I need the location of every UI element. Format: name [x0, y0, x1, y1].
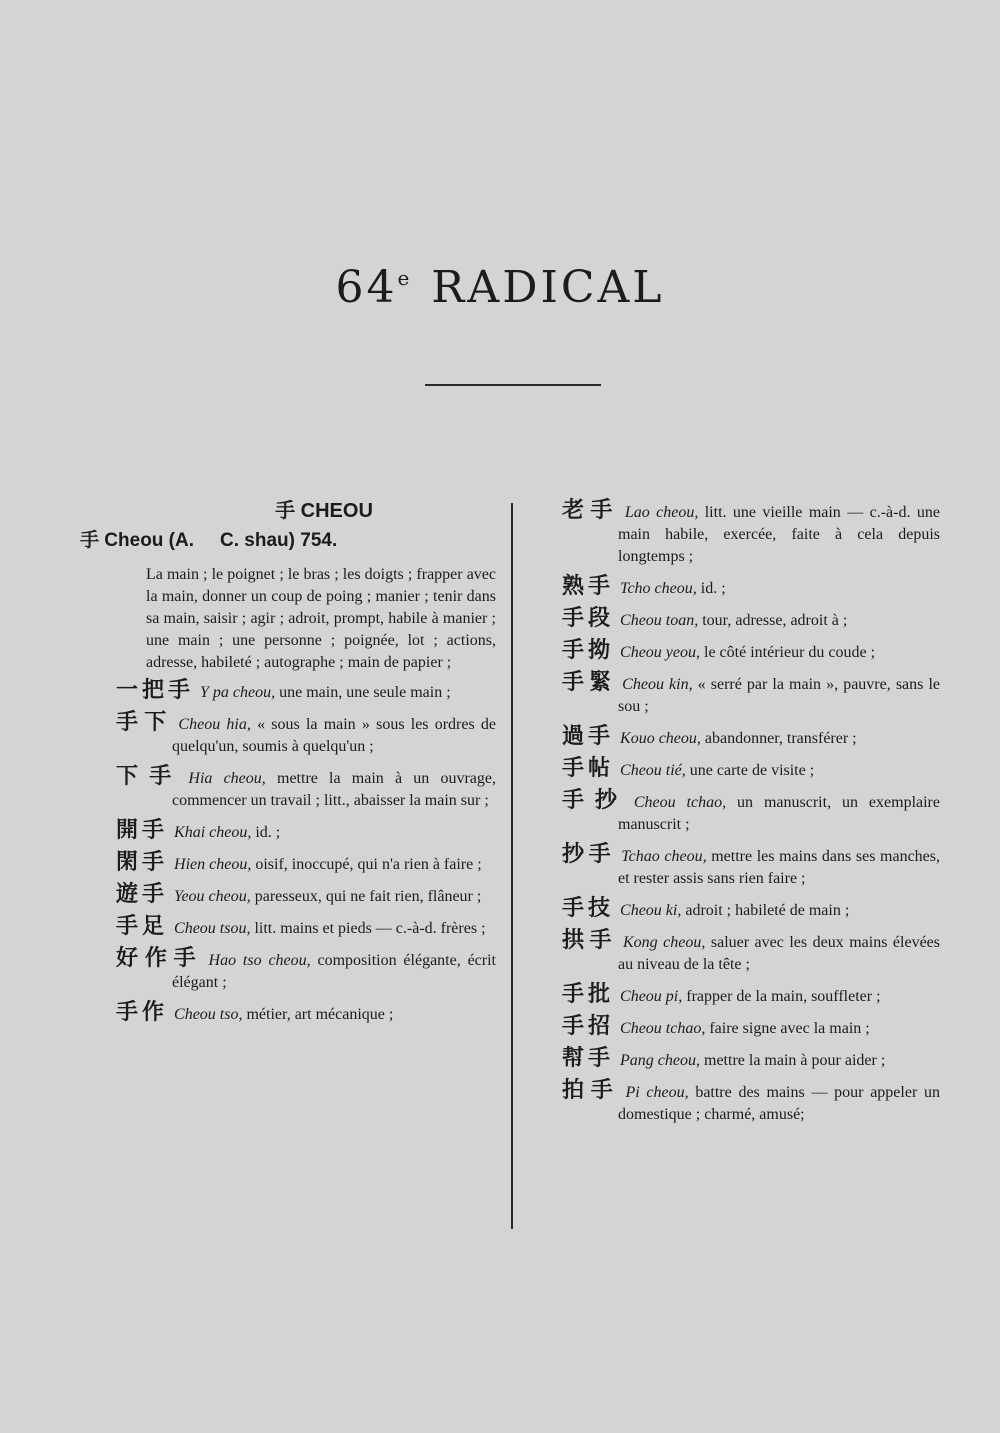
entry-romanization: Cheou yeou, [620, 644, 700, 661]
entry-romanization: Yeou cheou, [174, 888, 251, 905]
entry-characters: 拍手 [562, 1078, 620, 1103]
entry-characters: 老手 [562, 498, 619, 523]
entry-characters: 手下 [116, 710, 173, 735]
radical-name: CHEOU [300, 500, 373, 522]
entry-definition: frapper de la main, souffleter ; [686, 988, 881, 1005]
entry-definition: « sous la main » sous les ordres de quelqu'un, soumis à quelqu'un ; [172, 716, 497, 755]
entry-romanization: Cheou kin, [622, 676, 693, 693]
entry-characters: 手招 [562, 1014, 615, 1039]
entry-romanization: Kong cheou, [622, 934, 706, 951]
entry-definition: un manuscrit, un exemplaire manuscrit ; [618, 794, 940, 833]
entry-definition: id. ; [700, 580, 726, 597]
entry-romanization: Kouo cheou, [620, 730, 701, 747]
entry-definition: une main, une seule main ; [279, 684, 451, 701]
dictionary-entry [116, 916, 496, 940]
right-entries [562, 500, 940, 1126]
right-column [562, 500, 940, 1134]
left-entries [116, 680, 496, 1026]
heading-word: RADICAL [431, 262, 665, 313]
entry-definition: « serré par la main », pauvre, sans le sou ; [618, 676, 941, 715]
entry-definition: litt. une vieille main — c.-à-d. une main habile, exercée, faite à cela depuis longtemps ; [618, 504, 940, 565]
dictionary-entry [562, 500, 940, 568]
column-divider [511, 503, 513, 1229]
dictionary-entry [116, 766, 496, 812]
entry-definition: saluer avec les deux mains élevées au niveau de la tête ; [618, 934, 940, 973]
dictionary-entry [562, 930, 940, 976]
dictionary-entry [562, 576, 940, 600]
dictionary-entry [562, 898, 940, 922]
entry-romanization: Cheou tsou, [174, 920, 251, 937]
dictionary-entry [116, 948, 496, 994]
entry-definition: mettre la main à un ouvrage, commencer un travail ; litt., abaisser la main sur ; [172, 770, 497, 809]
entry-characters: 過手 [562, 724, 615, 749]
dictionary-entry [116, 852, 496, 876]
entry-definition: composition élégante, écrit élégant ; [172, 952, 496, 991]
entry-characters: 好作手 [116, 946, 203, 971]
entry-definition: une carte de visite ; [689, 762, 815, 779]
entry-romanization: Pi cheou, [625, 1084, 689, 1101]
entry-definition: abandonner, transférer ; [704, 730, 857, 747]
entry-characters: 手帖 [562, 756, 615, 781]
dictionary-entry [562, 1048, 940, 1072]
entry-romanization: Khai cheou, [174, 824, 252, 841]
entry-definition: litt. mains et pieds — c.-à-d. frères ; [254, 920, 486, 937]
entry-romanization: Hao tso cheou, [208, 952, 311, 969]
heading-superscript: e [397, 266, 410, 290]
entry-romanization: Cheou tié, [620, 762, 686, 779]
dictionary-entry [562, 790, 940, 836]
left-column [80, 500, 497, 1034]
entry-characters: 手技 [562, 896, 615, 921]
entry-characters: 手抄 [562, 788, 628, 813]
dictionary-entry [562, 984, 940, 1008]
entry-definition: mettre les mains dans ses manches, et rester assis sans rien faire ; [618, 848, 941, 887]
entry-romanization: Cheou tchao, [633, 794, 727, 811]
entry-romanization: Cheou tchao, [620, 1020, 706, 1037]
entry-characters: 拱手 [562, 928, 617, 953]
heading-number: 64 [335, 262, 398, 313]
entry-definition: oisif, inoccupé, qui n'a rien à faire ; [255, 856, 482, 873]
dictionary-entry [562, 1016, 940, 1040]
page-heading [0, 262, 1000, 313]
dictionary-entry [116, 712, 496, 758]
entry-characters: 熟手 [562, 574, 615, 599]
entry-characters: 抄手 [562, 842, 616, 867]
entry-romanization: Cheou tso, [174, 1006, 243, 1023]
entry-romanization: Cheou hia, [178, 716, 251, 733]
entry-characters: 手緊 [562, 670, 617, 695]
entry-definition: faire signe avec la main ; [709, 1020, 870, 1037]
entry-definition: adroit ; habileté de main ; [685, 902, 850, 919]
entry-romanization: Cheou ki, [620, 902, 682, 919]
entry-romanization: Pang cheou, [620, 1052, 700, 1069]
dictionary-entry [562, 1080, 940, 1126]
entry-romanization: Hia cheou, [188, 770, 266, 787]
entry-romanization: Tchao cheou, [621, 848, 707, 865]
dictionary-entry [116, 884, 496, 908]
dictionary-entry [562, 608, 940, 632]
entry-romanization: Y pa cheou, [200, 684, 276, 701]
dictionary-entry [562, 726, 940, 750]
entry-characters: 開手 [116, 818, 169, 843]
entry-romanization: Lao cheou, [624, 504, 699, 521]
dictionary-entry [562, 672, 940, 718]
entry-characters: 手段 [562, 606, 615, 631]
radical-title [116, 500, 496, 522]
main-entry-text-a: Cheou (A. [104, 530, 195, 551]
entry-definition: tour, adresse, adroit à ; [702, 612, 848, 629]
entry-definition: métier, art mécanique ; [246, 1006, 394, 1023]
entry-characters: 手足 [116, 914, 169, 939]
entry-romanization: Hien cheou, [174, 856, 252, 873]
entry-characters: 幇手 [562, 1046, 615, 1071]
entry-characters: 手作 [116, 1000, 169, 1025]
entry-characters: 一把手 [116, 678, 195, 703]
entry-characters: 遊手 [116, 882, 169, 907]
radical-character: 手 [275, 500, 296, 522]
main-definition: La main ; le poignet ; le bras ; les doigts ; frapper avec la main, donner un coup de poing ; manier ; tenir dans sa main, saisir ; agir ; adroit, prompt, habile à manier ; une main ; une personne ; poignée, lot ; actions, adresse, habileté ; autographe ; main de papier ; [146, 566, 496, 671]
entry-characters: 手拗 [562, 638, 615, 663]
dictionary-entry [562, 844, 940, 890]
entry-romanization: Tcho cheou, [620, 580, 697, 597]
heading-rule [425, 384, 601, 386]
entry-romanization: Cheou toan, [620, 612, 699, 629]
dictionary-entry [562, 640, 940, 664]
dictionary-entry [116, 820, 496, 844]
main-entry-character: 手 [80, 530, 100, 551]
entry-characters: 手批 [562, 982, 615, 1007]
entry-definition: id. ; [255, 824, 281, 841]
entry-definition: le côté intérieur du coude ; [704, 644, 876, 661]
dictionary-entry [116, 680, 496, 704]
entry-characters: 閑手 [116, 850, 169, 875]
entry-definition: mettre la main à pour aider ; [704, 1052, 886, 1069]
dictionary-entry [116, 1002, 496, 1026]
entry-characters: 下手 [116, 764, 183, 789]
entry-definition: battre des mains — pour appeler un domestique ; charmé, amusé; [618, 1084, 940, 1123]
dictionary-entry [562, 758, 940, 782]
main-entry [80, 530, 496, 552]
entry-romanization: Cheou pi, [620, 988, 683, 1005]
entry-definition: paresseux, qui ne fait rien, flâneur ; [254, 888, 482, 905]
main-entry-text-b: C. shau) 754. [220, 530, 338, 551]
